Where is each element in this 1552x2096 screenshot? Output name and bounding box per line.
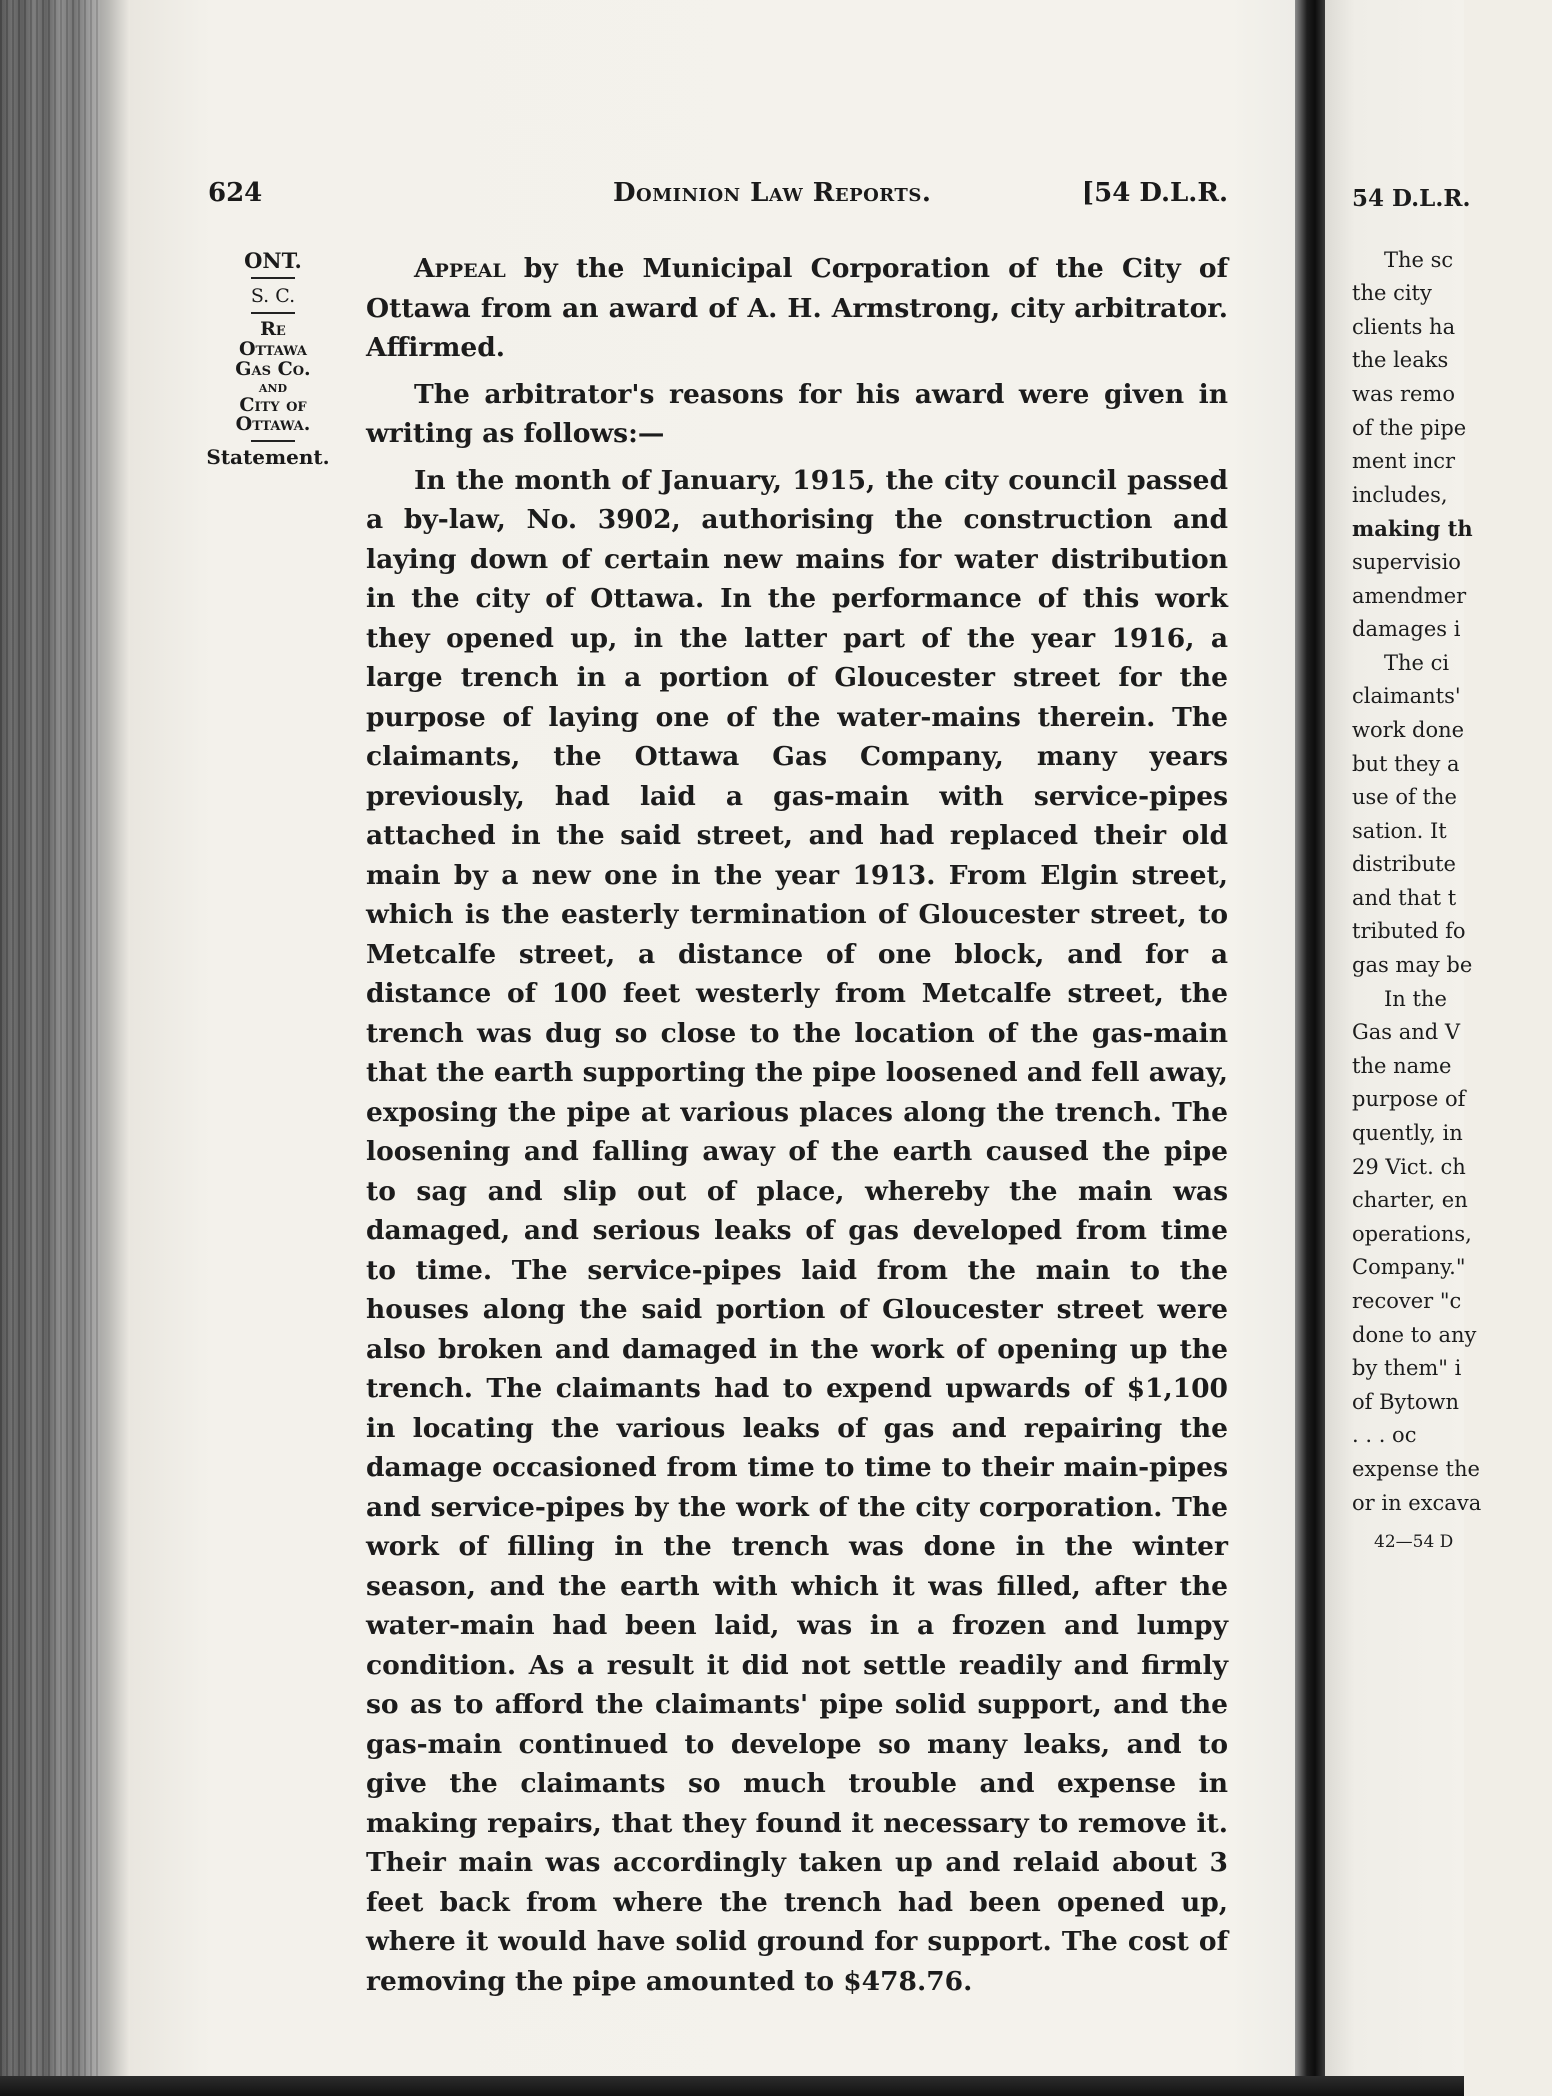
page-header [208, 178, 1228, 218]
right-page-line: charter, en [1352, 1188, 1468, 1213]
right-page-line: and that t [1352, 885, 1457, 910]
right-page-line: The ci [1384, 650, 1450, 675]
right-page-line: done to any [1352, 1322, 1477, 1347]
right-page-line: sation. It [1352, 818, 1447, 843]
right-page-line: quently, in [1352, 1121, 1463, 1146]
right-page-line: but they a [1352, 751, 1460, 776]
right-page-line: the city [1352, 281, 1432, 306]
right-page-line: distribute [1352, 852, 1456, 877]
right-page-line: the leaks [1352, 348, 1449, 373]
page-number: 624 [208, 178, 263, 208]
right-page-line: amendmer [1352, 583, 1467, 608]
case-name-line: City of [239, 393, 307, 416]
right-page-line: tributed fo [1352, 919, 1466, 944]
right-page-line: ment incr [1352, 449, 1456, 474]
right-page-line: making th [1352, 516, 1473, 542]
running-head: Dominion Law Reports. [613, 178, 932, 208]
case-name-line: and [258, 377, 288, 396]
right-page-line: use of the [1352, 785, 1457, 810]
margin-court: S. C. [250, 285, 296, 308]
margin-jurisdiction: ONT. [244, 248, 302, 273]
right-page-line: The sc [1384, 247, 1454, 272]
right-page-line: clients ha [1352, 314, 1456, 339]
margin-notes [208, 250, 338, 468]
right-page-line: work done [1352, 717, 1465, 742]
volume-reference: [54 D.L.R. [1081, 178, 1228, 208]
case-name-line: Ottawa. [235, 413, 311, 436]
paragraph-reasons: In the month of January, 1915, the city council passed a by-law, No. 3902, authorising the construction and laying down of certain new mains for water distribution in the city of Ottawa. In the performance of this work they opened up, in the latter part of the year 1916, a large trench in a portion of Gloucester street for the purpose of laying one of the water-mains therein. The claimants, the Ottawa Gas Company, many years previously, had laid a gas-main with service-pipes attached in the said street, and had replaced their old main by a new one in the year 1913. From Elgin street, which is the easterly termination of Gloucester street, to Metcalfe street, a distance of one block, and for a distance of 100 feet westerly from Metcalfe street, the trench was dug so close to the location of the gas-main that the earth supporting the pipe loosened and fell away, exposing the pipe at various places along the trench. The loosening and falling away of the earth caused the pipe to sag and slip out of place, whereby the main was damaged, and serious leaks of gas developed from time to time. The service-pipes laid from the main to the houses along the said portion of Gloucester street were also broken and damaged in the work of opening up the trench. The claimants had to expend upwards of $1,100 in locating the various leaks of gas and repairing the damage occasioned from time to time to their main-pipes and service-pipes by the work of the city corporation. The work of filling in the trench was done in the winter season, and the earth with which it was filled, after the water-main had been laid, was in a frozen and lumpy condition. As a result it did not settle readily and firmly so as to afford the claimants' pipe solid support, and the gas-main continued to develope so many leaks, and to give the claimants so much trouble and expense in making repairs, that they found it necessary to remove it. Their main was accordingly taken up and relaid about 3 feet back from where the trench had been opened up, where it would have solid ground for support. The cost of removing the pipe amounted to $478.76. [366, 464, 1228, 1997]
right-page-fragment [1352, 182, 1552, 1560]
page-gutter [1295, 0, 1325, 2096]
right-page-line: the name [1352, 1053, 1452, 1078]
margin-rule [251, 440, 295, 442]
right-page-line: operations, [1352, 1221, 1472, 1246]
case-name-line: Re [260, 317, 286, 340]
right-page-line: includes, [1352, 482, 1448, 507]
right-page-line: purpose of [1352, 1087, 1466, 1112]
margin-statement: Statement. [206, 445, 330, 470]
signature-mark: 42—54 D [1374, 1532, 1454, 1553]
margin-rule [251, 312, 295, 314]
right-page-line: of the pipe [1352, 415, 1467, 440]
right-page-line: In the [1384, 986, 1447, 1011]
right-page-line: 29 Vict. ch [1352, 1154, 1466, 1179]
right-page-line: recover "c [1352, 1289, 1462, 1313]
margin-rule [251, 277, 295, 279]
case-name-line: Ottawa [238, 337, 308, 360]
paragraph-appeal [366, 249, 1228, 368]
right-page-line: Company." [1352, 1255, 1466, 1280]
margin-case-name [208, 317, 338, 436]
scan-bottom-edge [0, 2076, 1464, 2096]
right-page-line: . . . oc [1352, 1423, 1417, 1448]
right-page-line: expense the [1352, 1456, 1480, 1481]
appeal-text: by the Municipal Corporation of the City of Ottawa from an award of A. H. Armstrong, city arbitrator. Affirmed. [366, 253, 1228, 363]
right-page-line: by them" i [1352, 1356, 1462, 1381]
case-name-line: Gas Co. [235, 357, 311, 380]
right-page-line: damages i [1352, 617, 1461, 642]
right-page-header: 54 D.L.R. [1352, 185, 1471, 212]
right-page-line: was remo [1352, 381, 1455, 406]
right-page-line: claimants' [1352, 684, 1461, 709]
right-page-line: Gas and V [1352, 1020, 1461, 1045]
right-page-line: supervisio [1352, 549, 1461, 574]
paragraph-reasons-intro: The arbitrator's reasons for his award were given in writing as follows:— [366, 378, 1228, 449]
right-page-line: or in excava [1352, 1490, 1482, 1515]
right-page-lines [1352, 244, 1552, 1521]
right-page-line: gas may be [1352, 953, 1473, 978]
right-page-line: of Bytown [1352, 1389, 1459, 1414]
body-text [366, 249, 1228, 2008]
appeal-lead-word: Appeal [414, 253, 506, 284]
binding-texture [0, 0, 100, 2096]
